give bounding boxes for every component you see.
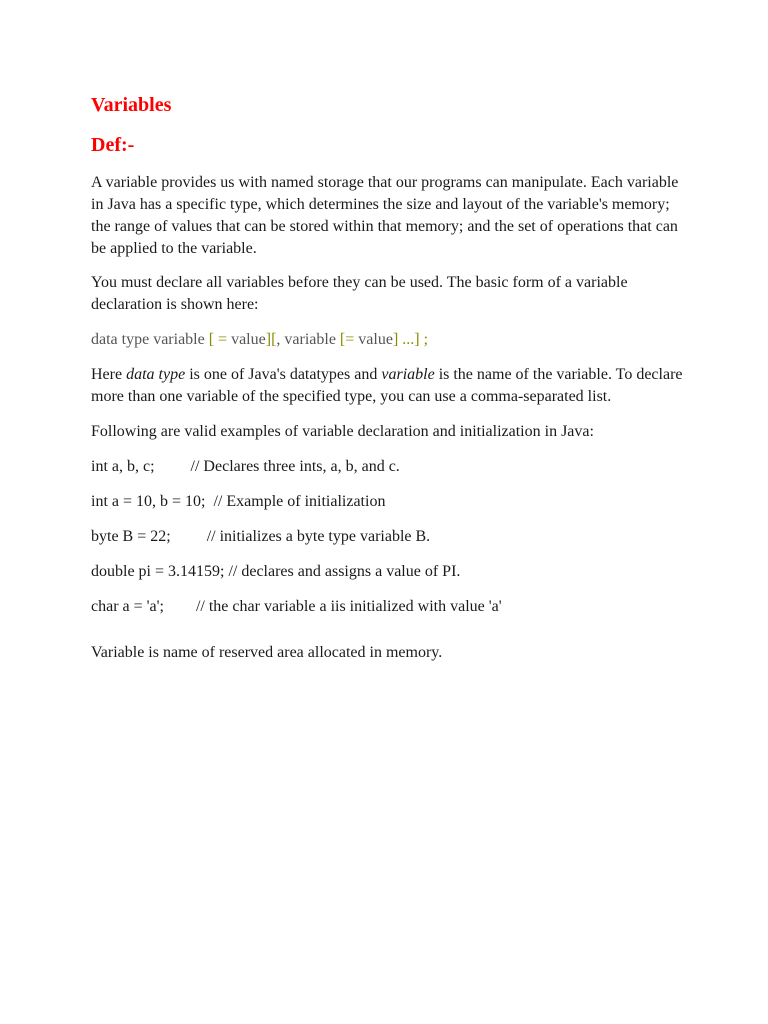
syntax-part: value	[231, 331, 266, 348]
italic-term: variable	[381, 366, 435, 383]
italic-term: data type	[126, 366, 186, 383]
definition-heading: Def:-	[91, 134, 135, 156]
examples-intro: Following are valid examples of variable declaration and initialization in Java:	[91, 423, 594, 440]
declaration-paragraph: You must declare all variables before they can be used. The basic form of a variable declaration is shown here:	[91, 274, 628, 313]
text-span: is the name of the variable. To declare more than one variable of the specified type, you can use a comma-separated list.	[91, 366, 683, 405]
syntax-bracket: ] ...] ;	[392, 331, 429, 348]
example-line: double pi = 3.14159; // declares and assigns a value of PI.	[91, 563, 461, 580]
summary-paragraph: Variable is name of reserved area allocated in memory.	[91, 644, 443, 661]
syntax-bracket: [ =	[208, 331, 232, 348]
example-line: int a = 10, b = 10; // Example of initialization	[91, 493, 386, 510]
definition-paragraph: A variable provides us with named storage that our programs can manipulate. Each variable in Java has a specific type, which determines the size and layout of the variable's memory; the range of values that can be stored within that memory; and the set of operations that can be applied to the variable.	[91, 174, 679, 257]
page-title: Variables	[91, 94, 172, 116]
explanation-paragraph	[91, 364, 691, 408]
syntax-part: value	[358, 331, 393, 348]
text-span: is one of Java's datatypes and	[185, 366, 382, 383]
syntax-line	[91, 329, 691, 351]
example-line: int a, b, c; // Declares three ints, a, b, and c.	[91, 458, 400, 475]
example-line: char a = 'a'; // the char variable a iis initialized with value 'a'	[91, 598, 502, 615]
text-span: Here	[91, 366, 127, 383]
syntax-part: , variable	[276, 331, 340, 348]
example-line: byte B = 22; // initializes a byte type variable B.	[91, 528, 431, 545]
syntax-bracket: ][	[265, 331, 277, 348]
document-content	[91, 92, 691, 664]
syntax-bracket: [=	[339, 331, 359, 348]
syntax-part: data type variable	[91, 331, 209, 348]
